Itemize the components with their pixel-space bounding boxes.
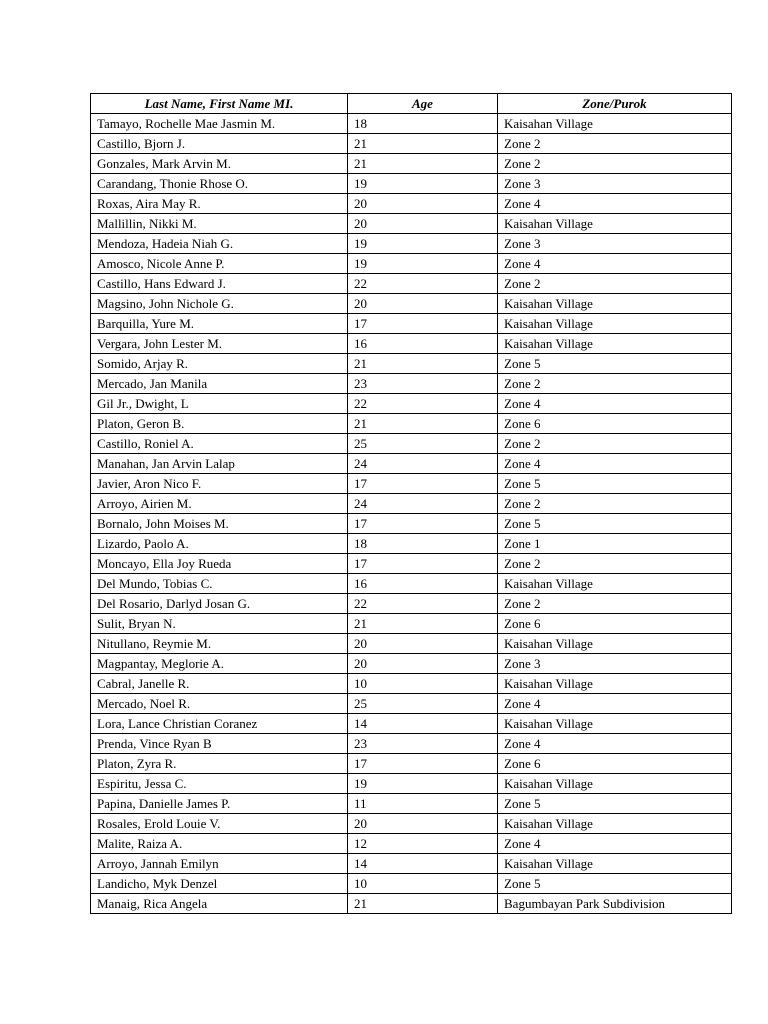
cell-zone: Kaisahan Village (498, 854, 732, 874)
cell-zone: Kaisahan Village (498, 634, 732, 654)
header-row (91, 94, 732, 114)
table-row (91, 194, 732, 214)
cell-zone: Zone 5 (498, 514, 732, 534)
cell-name: Bornalo, John Moises M. (91, 514, 348, 534)
cell-age: 23 (348, 374, 498, 394)
cell-zone: Kaisahan Village (498, 674, 732, 694)
cell-age: 25 (348, 694, 498, 714)
cell-age: 19 (348, 174, 498, 194)
cell-name: Papina, Danielle James P. (91, 794, 348, 814)
cell-age: 23 (348, 734, 498, 754)
cell-zone: Zone 4 (498, 454, 732, 474)
cell-zone: Zone 4 (498, 834, 732, 854)
table-row (91, 574, 732, 594)
table-row (91, 294, 732, 314)
cell-name: Platon, Geron B. (91, 414, 348, 434)
table-row (91, 694, 732, 714)
cell-age: 17 (348, 474, 498, 494)
cell-name: Manaig, Rica Angela (91, 894, 348, 914)
cell-age: 20 (348, 194, 498, 214)
cell-name: Rosales, Erold Louie V. (91, 814, 348, 834)
cell-name: Somido, Arjay R. (91, 354, 348, 374)
cell-name: Cabral, Janelle R. (91, 674, 348, 694)
table-row (91, 774, 732, 794)
cell-name: Mercado, Jan Manila (91, 374, 348, 394)
table-row (91, 834, 732, 854)
cell-age: 22 (348, 594, 498, 614)
cell-age: 14 (348, 714, 498, 734)
cell-name: Carandang, Thonie Rhose O. (91, 174, 348, 194)
cell-age: 18 (348, 534, 498, 554)
cell-name: Del Rosario, Darlyd Josan G. (91, 594, 348, 614)
cell-age: 21 (348, 134, 498, 154)
cell-zone: Zone 2 (498, 434, 732, 454)
cell-zone: Kaisahan Village (498, 774, 732, 794)
cell-name: Mallillin, Nikki M. (91, 214, 348, 234)
cell-name: Malite, Raiza A. (91, 834, 348, 854)
cell-zone: Zone 6 (498, 414, 732, 434)
cell-age: 17 (348, 754, 498, 774)
table-row (91, 814, 732, 834)
table-row (91, 514, 732, 534)
table-row (91, 734, 732, 754)
cell-name: Roxas, Aira May R. (91, 194, 348, 214)
cell-name: Espiritu, Jessa C. (91, 774, 348, 794)
table-row (91, 454, 732, 474)
cell-age: 21 (348, 414, 498, 434)
table-row (91, 634, 732, 654)
table-row (91, 234, 732, 254)
cell-name: Gil Jr., Dwight, L (91, 394, 348, 414)
cell-age: 24 (348, 454, 498, 474)
table-row (91, 474, 732, 494)
table-row (91, 434, 732, 454)
cell-zone: Zone 2 (498, 554, 732, 574)
cell-age: 20 (348, 654, 498, 674)
cell-name: Lora, Lance Christian Coranez (91, 714, 348, 734)
cell-name: Castillo, Roniel A. (91, 434, 348, 454)
cell-zone: Zone 1 (498, 534, 732, 554)
cell-zone: Kaisahan Village (498, 214, 732, 234)
cell-zone: Zone 5 (498, 354, 732, 374)
table-row (91, 174, 732, 194)
cell-name: Del Mundo, Tobias C. (91, 574, 348, 594)
header-age: Age (348, 94, 498, 114)
table-row (91, 154, 732, 174)
cell-name: Mendoza, Hadeia Niah G. (91, 234, 348, 254)
cell-age: 21 (348, 154, 498, 174)
table-row (91, 534, 732, 554)
cell-name: Barquilla, Yure M. (91, 314, 348, 334)
cell-zone: Zone 5 (498, 474, 732, 494)
cell-zone: Kaisahan Village (498, 334, 732, 354)
table-row (91, 494, 732, 514)
table-row (91, 874, 732, 894)
header-zone: Zone/Purok (498, 94, 732, 114)
cell-age: 16 (348, 574, 498, 594)
table-row (91, 654, 732, 674)
cell-name: Tamayo, Rochelle Mae Jasmin M. (91, 114, 348, 134)
cell-name: Magpantay, Meglorie A. (91, 654, 348, 674)
cell-age: 18 (348, 114, 498, 134)
cell-name: Manahan, Jan Arvin Lalap (91, 454, 348, 474)
cell-zone: Zone 5 (498, 874, 732, 894)
cell-zone: Zone 6 (498, 614, 732, 634)
cell-name: Castillo, Hans Edward J. (91, 274, 348, 294)
table-row (91, 394, 732, 414)
table-row (91, 274, 732, 294)
cell-zone: Kaisahan Village (498, 574, 732, 594)
cell-age: 22 (348, 274, 498, 294)
table-row (91, 714, 732, 734)
header-name: Last Name, First Name MI. (91, 94, 348, 114)
cell-age: 21 (348, 614, 498, 634)
cell-zone: Zone 6 (498, 754, 732, 774)
cell-age: 11 (348, 794, 498, 814)
cell-age: 22 (348, 394, 498, 414)
cell-zone: Zone 4 (498, 694, 732, 714)
table-body (91, 114, 732, 914)
cell-age: 19 (348, 254, 498, 274)
table-row (91, 754, 732, 774)
cell-age: 20 (348, 214, 498, 234)
cell-zone: Zone 3 (498, 654, 732, 674)
table-row (91, 254, 732, 274)
cell-age: 12 (348, 834, 498, 854)
table-row (91, 114, 732, 134)
cell-name: Castillo, Bjorn J. (91, 134, 348, 154)
cell-name: Gonzales, Mark Arvin M. (91, 154, 348, 174)
cell-zone: Zone 2 (498, 274, 732, 294)
cell-zone: Kaisahan Village (498, 114, 732, 134)
cell-age: 19 (348, 234, 498, 254)
table-row (91, 314, 732, 334)
cell-age: 21 (348, 354, 498, 374)
cell-name: Lizardo, Paolo A. (91, 534, 348, 554)
cell-age: 16 (348, 334, 498, 354)
table-row (91, 854, 732, 874)
cell-age: 19 (348, 774, 498, 794)
cell-zone: Zone 4 (498, 734, 732, 754)
cell-name: Landicho, Myk Denzel (91, 874, 348, 894)
cell-age: 25 (348, 434, 498, 454)
table-row (91, 134, 732, 154)
cell-zone: Kaisahan Village (498, 714, 732, 734)
table-row (91, 894, 732, 914)
table-row (91, 614, 732, 634)
cell-zone: Bagumbayan Park Subdivision (498, 894, 732, 914)
cell-zone: Kaisahan Village (498, 314, 732, 334)
cell-zone: Zone 2 (498, 594, 732, 614)
cell-age: 10 (348, 874, 498, 894)
cell-name: Mercado, Noel R. (91, 694, 348, 714)
cell-name: Magsino, John Nichole G. (91, 294, 348, 314)
cell-name: Javier, Aron Nico F. (91, 474, 348, 494)
cell-zone: Kaisahan Village (498, 294, 732, 314)
cell-name: Arroyo, Jannah Emilyn (91, 854, 348, 874)
table-header (91, 94, 732, 114)
cell-zone: Zone 2 (498, 374, 732, 394)
roster-table (90, 93, 732, 914)
cell-zone: Zone 4 (498, 394, 732, 414)
cell-name: Nitullano, Reymie M. (91, 634, 348, 654)
cell-age: 20 (348, 294, 498, 314)
cell-age: 20 (348, 814, 498, 834)
cell-age: 24 (348, 494, 498, 514)
cell-age: 10 (348, 674, 498, 694)
table-row (91, 214, 732, 234)
cell-name: Platon, Zyra R. (91, 754, 348, 774)
table-row (91, 554, 732, 574)
cell-name: Sulit, Bryan N. (91, 614, 348, 634)
cell-name: Vergara, John Lester M. (91, 334, 348, 354)
table-row (91, 374, 732, 394)
table-row (91, 354, 732, 374)
cell-age: 17 (348, 554, 498, 574)
cell-age: 17 (348, 314, 498, 334)
table-row (91, 674, 732, 694)
cell-zone: Zone 5 (498, 794, 732, 814)
cell-name: Moncayo, Ella Joy Rueda (91, 554, 348, 574)
table-row (91, 594, 732, 614)
cell-age: 20 (348, 634, 498, 654)
cell-zone: Zone 4 (498, 194, 732, 214)
cell-name: Amosco, Nicole Anne P. (91, 254, 348, 274)
cell-age: 17 (348, 514, 498, 534)
cell-zone: Zone 2 (498, 134, 732, 154)
cell-zone: Zone 3 (498, 174, 732, 194)
table-row (91, 794, 732, 814)
cell-age: 14 (348, 854, 498, 874)
table-row (91, 414, 732, 434)
table-row (91, 334, 732, 354)
cell-name: Prenda, Vince Ryan B (91, 734, 348, 754)
cell-zone: Zone 2 (498, 154, 732, 174)
cell-zone: Kaisahan Village (498, 814, 732, 834)
cell-age: 21 (348, 894, 498, 914)
cell-zone: Zone 2 (498, 494, 732, 514)
cell-zone: Zone 3 (498, 234, 732, 254)
cell-name: Arroyo, Airien M. (91, 494, 348, 514)
cell-zone: Zone 4 (498, 254, 732, 274)
